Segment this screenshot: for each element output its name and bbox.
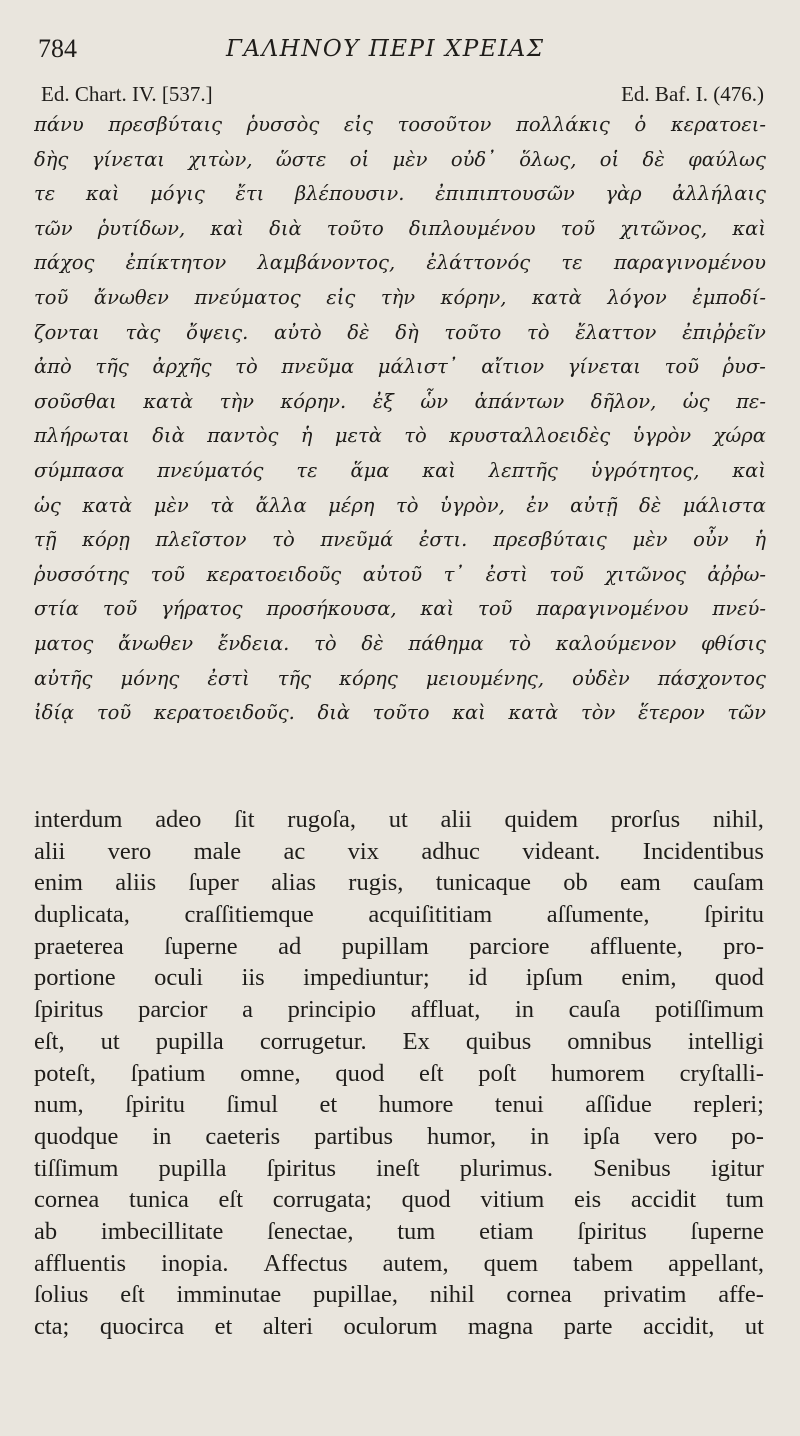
edition-reference-chartier: Ed. Chart. IV. [537.]	[41, 82, 213, 106]
latin-text-line: alii vero male ac vix adhuc videant. Incidentibus	[34, 837, 764, 865]
greek-text-line: τοῦ ἄνωθεν πνεύματος εἰς τὴν κόρην, κατὰ λόγον ἐμποδί-	[34, 285, 766, 309]
greek-text-line: τῶν ῥυτίδων, καὶ διὰ τοῦτο διπλουμένου τοῦ χιτῶνος, καὶ	[34, 216, 766, 240]
greek-text-line: τε καὶ μόγις ἔτι βλέπουσιν. ἐπιπιπτουσῶν γὰρ ἀλλήλαις	[34, 182, 766, 206]
latin-text-line: ſpiritus parcior a principio affluat, in cauſa potiſſimum	[34, 996, 764, 1024]
greek-text-line: ὡς κατὰ μὲν τὰ ἄλλα μέρη τὸ ὑγρὸν, ἐν αὐτῇ δὲ μάλιστα	[34, 493, 766, 517]
latin-text-line: tiſſimum pupilla ſpiritus ineſt plurimus. Senibus igitur	[34, 1154, 764, 1182]
latin-text-line: enim aliis ſuper alias rugis, tunicaque ob eam cauſam	[34, 869, 764, 897]
greek-text-line: σύμπασα πνεύματός τε ἅμα καὶ λεπτῆς ὑγρότητος, καὶ	[34, 458, 766, 482]
latin-text-line: praeterea ſuperne ad pupillam parciore affluente, pro-	[34, 932, 764, 960]
latin-text-line: cta; quocirca et alteri oculorum magna parte accidit, ut	[34, 1313, 764, 1340]
greek-text-line: πάνυ πρεσβύταις ῥυσσὸς εἰς τοσοῦτον πολλάκις ὁ κερατοει-	[34, 113, 766, 136]
latin-text-line: duplicata, craſſitiemque acquiſititiam aſſumente, ſpiritu	[34, 901, 764, 929]
greek-text-line: σοῦσθαι κατὰ τὴν κόρην. ἐξ ὧν ἁπάντων δῆλον, ὡς πε-	[34, 389, 766, 413]
edition-reference-basel: Ed. Baf. I. (476.)	[621, 82, 764, 106]
latin-text-line: ab imbecillitate ſenectae, tum etiam ſpiritus ſuperne	[34, 1217, 764, 1245]
greek-text-line: πλήρωται διὰ παντὸς ἡ μετὰ τὸ κρυσταλλοειδὲς ὑγρὸν χώρα	[34, 424, 766, 448]
latin-text-line: ſolius eſt imminutae pupillae, nihil cornea privatim affe-	[34, 1281, 764, 1309]
latin-text-line: interdum adeo ſit rugoſa, ut alii quidem prorſus nihil,	[34, 806, 764, 833]
latin-text-line: affluentis inopia. Affectus autem, quem tabem appellant,	[34, 1249, 764, 1277]
greek-text-line: ἰδίᾳ τοῦ κερατοειδοῦς. διὰ τοῦτο καὶ κατὰ τὸν ἕτερον τῶν	[34, 701, 766, 725]
latin-text-line: quodque in caeteris partibus humor, in ipſa vero po-	[34, 1122, 764, 1150]
latin-translation-block	[34, 804, 764, 1343]
greek-text-line: αὐτῆς μόνης ἐστὶ τῆς κόρης μειουμένης, οὐδὲν πάσχοντος	[34, 666, 766, 690]
greek-text-line: ῥυσσότης τοῦ κερατοειδοῦς αὐτοῦ τ᾽ ἐστὶ τοῦ χιτῶνος ἀῤῥω-	[34, 562, 766, 586]
running-title: ΓΑΛΗΝΟΥ ΠΕΡΙ ΧΡΕΙΑΣ	[226, 36, 545, 62]
latin-text-line: eſt, ut pupilla corrugetur. Ex quibus omnibus intelligi	[34, 1027, 764, 1055]
latin-text-line: cornea tunica eſt corrugata; quod vitium eis accidit tum	[34, 1186, 764, 1214]
latin-text-line: portione oculi iis impediuntur; id ipſum enim, quod	[34, 964, 764, 992]
greek-text-line: τῇ κόρῃ πλεῖστον τὸ πνεῦμά ἐστι. πρεσβύταις μὲν οὖν ἡ	[34, 528, 766, 552]
greek-text-line: δὴς γίνεται χιτὼν, ὥστε οἱ μὲν οὐδ᾽ ὅλως, οἱ δὲ φαύλως	[34, 147, 766, 171]
greek-text-line: ματος ἄνωθεν ἔνδεια. τὸ δὲ πάθημα τὸ καλούμενον φθίσις	[34, 631, 766, 655]
greek-text-line: ζονται τὰς ὄψεις. αὐτὸ δὲ δὴ τοῦτο τὸ ἔλαττον ἐπιῤῥεῖν	[34, 320, 766, 344]
greek-text-block	[34, 108, 766, 731]
greek-text-line: ἀπὸ τῆς ἀρχῆς τὸ πνεῦμα μάλιστ᾽ αἴτιον γίνεται τοῦ ῥυσ-	[34, 355, 766, 379]
latin-text-line: num, ſpiritu ſimul et humore tenui aſſidue repleri;	[34, 1091, 764, 1119]
latin-text-line: poteſt, ſpatium omne, quod eſt poſt humorem cryſtalli-	[34, 1059, 764, 1087]
greek-text-line: πάχος ἐπίκτητον λαμβάνοντος, ἐλάττονός τε παραγινομένου	[34, 251, 766, 275]
page-number: 784	[38, 34, 77, 63]
greek-text-line: στία τοῦ γήρατος προσήκουσα, καὶ τοῦ παραγινομένου πνεύ-	[34, 597, 766, 621]
